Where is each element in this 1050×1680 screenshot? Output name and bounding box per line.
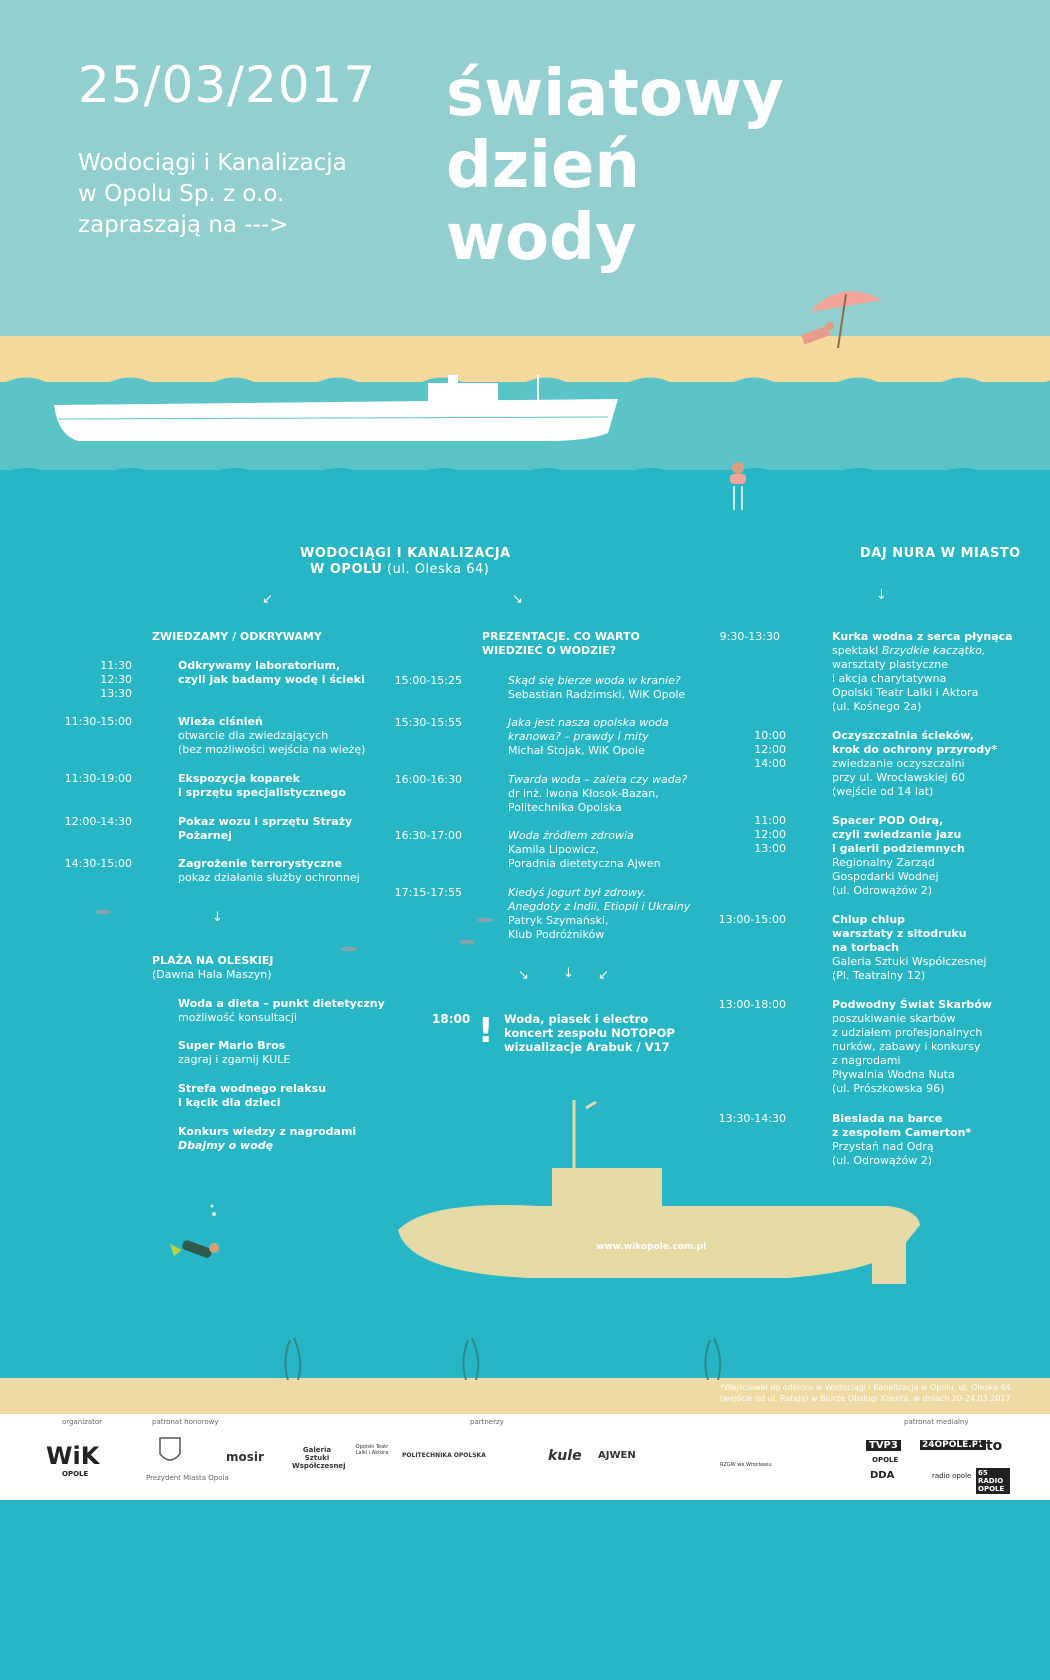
partner-logo-galeria: Galeria Sztuki Współczesnej (292, 1446, 346, 1470)
submarine-illustration (388, 1100, 928, 1290)
city-event-time-5: 13:00-18:00 (718, 998, 786, 1011)
wik-logo: WiK (46, 1442, 100, 1470)
city-event-desc-3: Regionalny Zarząd Gospodarki Wodnej (ul. Odrowążów 2) (832, 856, 939, 897)
seaweed-icon (280, 1330, 320, 1380)
city-event-desc-1 (832, 644, 985, 714)
intro-text (78, 148, 347, 241)
arrow-right-down-icon: ↘ (518, 968, 529, 983)
fish-icon (458, 938, 478, 946)
footnote: *Wejściówki do odbioru w Wodociągi i Kanalizacja w Opolu, ul. Oleska 64 (wejście od ul. Ratają) w Biurze Obsługi Klienta, w dniach 20-24.03.2017 (720, 1383, 1011, 1403)
city-event-desc-2: zwiedzanie oczyszczalni przy ul. Wrocławskiej 60 (wejście od 14 lat) (832, 757, 966, 798)
event-title-5: Zagrożenie terrorystyczne (178, 857, 342, 870)
concert-description: Woda, piasek i electro koncert zespołu NOTOPOP wizualizacje Arabuk / V17 (504, 1012, 675, 1054)
media-logo-radio-opole: 65 RADIO OPOLE (976, 1468, 1010, 1494)
city-event-desc-4: Galeria Sztuki Współczesnej (Pl. Teatralny 12) (832, 955, 987, 982)
partners-label: partnerzy (470, 1418, 504, 1426)
city-event-title-6: Biesiada na barce z zespołem Camerton* (832, 1112, 972, 1139)
event-time-5: 14:30-15:00 (64, 857, 132, 870)
city-event-title-4: Chlup chlup warsztaty z sitodruku na torbach (832, 913, 967, 954)
plaza-event-title-1: Woda a dieta – punkt dietetyczny (178, 997, 385, 1010)
arrow-left-down-icon: ↙ (598, 968, 609, 983)
plaza-event-title-3: Strefa wodnego relaksu i kącik dla dzieci (178, 1082, 327, 1109)
talk-title-4: Woda źródłem zdrowia (508, 829, 634, 842)
talk-speaker-2: Michał Stojak, WiK Opole (508, 744, 645, 757)
partner-logo-mosir: mosir (226, 1450, 264, 1464)
wik-heading-address: (ul. Oleska 64) (382, 562, 490, 577)
city-event-time-3: 11:00 12:00 13:00 (754, 814, 786, 855)
title-line-2: dzień (446, 129, 640, 203)
talk-speaker-1: Sebastian Radzimski, WiK Opole (508, 688, 686, 701)
swimmer-illustration (726, 460, 752, 512)
city-event-desc-1-rest: warsztaty plastyczne i akcja charytatywna Opolski Teatr Lalki i Aktora (ul. Kośnego 2a) (832, 658, 979, 713)
event-title (446, 58, 784, 274)
daj-nura-heading: DAJ NURA W MIASTO (860, 546, 1021, 561)
event-title-4: Pokaz wozu i sprzętu Straży Pożarnej (178, 815, 353, 842)
title-line-1: światowy (446, 57, 784, 131)
event-time-3: 11:30-19:00 (64, 772, 132, 785)
city-event-title-5: Podwodny Świat Skarbów (832, 998, 992, 1011)
talk-title-3: Twarda woda – zaleta czy wada? (508, 773, 688, 786)
talk-time-1: 15:00-15:25 (394, 674, 462, 687)
partner-logo-ajwen: AJWEN (598, 1450, 636, 1461)
arrow-down-icon: ↓ (563, 966, 574, 981)
fish-icon (94, 908, 114, 916)
event-time-2: 11:30-15:00 (64, 715, 132, 728)
wik-heading-bold: W OPOLU (310, 562, 383, 577)
plaza-heading: PLAŻA NA OLESKIEJ (152, 954, 274, 967)
city-event-title-1: Kurka wodna z serca płynąca (832, 630, 1013, 643)
seaweed-icon (458, 1330, 498, 1380)
event-time-4: 12:00-14:30 (64, 815, 132, 828)
zwiedzamy-heading: ZWIEDZAMY / ODKRYWAMY (152, 630, 322, 643)
city-event-time-2: 10:00 12:00 14:00 (754, 729, 786, 770)
event-desc-5: pokaz działania służby ochronnej (178, 871, 360, 884)
media-label: patronat medialny (904, 1418, 969, 1426)
plaza-event-title-2: Super Mario Bros (178, 1039, 286, 1052)
fish-icon (340, 945, 360, 953)
city-event-desc-6: Przystań nad Odrą (ul. Odrowążów 2) (832, 1140, 934, 1167)
intro-line-3: zapraszają na ---> (78, 212, 289, 238)
website-url: www.wikopole.com.pl (596, 1242, 707, 1252)
wik-logo-sub: OPOLE (62, 1470, 89, 1478)
event-date: 25/03/2017 (78, 56, 377, 114)
patron-label: patronat honorowy (152, 1418, 219, 1426)
title-line-3: wody (446, 201, 637, 275)
media-logo-radio: radio opole (932, 1472, 972, 1480)
media-logo-24opole: 24OPOLE.PL (922, 1440, 985, 1450)
talk-speaker-5: Patryk Szymański, Klub Podróżników (508, 914, 609, 941)
event-title-3: Ekspozycja koparek i sprzętu specjalistycznego (178, 772, 346, 799)
arrow-down-icon: ↓ (212, 910, 223, 925)
city-event-desc-5: poszukiwanie skarbów z udziałem profesjonalnych nurków, zabawy i konkursy z nagrodami Pływalnia Wodna Nuta (ul. Prószkowska 96) (832, 1012, 983, 1095)
city-event-title-2: Oczyszczalnia ścieków, krok do ochrony przyrody* (832, 729, 998, 756)
wik-heading-line-1: WODOCIĄGI I KANALIZACJA (300, 546, 511, 561)
talk-time-3: 16:00-16:30 (394, 773, 462, 786)
partner-logo-rzgw: RZGW we Wrocławiu (720, 1462, 772, 1468)
event-desc-2: otwarcie dla zwiedzających (bez możliwości wejścia na wieżę) (178, 729, 366, 756)
plaza-event-desc-2: zagraj i zgarnij KULE (178, 1053, 291, 1066)
patron-name: Prezydent Miasta Opola (146, 1474, 229, 1482)
talk-speaker-4: Kamila Lipowicz, Poradnia dietetyczna Ajwen (508, 843, 661, 870)
organizer-label: organizator (62, 1418, 103, 1426)
media-logo-nto: nto (976, 1438, 1003, 1454)
ship-illustration (48, 375, 628, 445)
arrow-down-icon: ↓ (876, 588, 887, 603)
plaza-event-desc-1: możliwość konsultacji (178, 1011, 297, 1024)
intro-line-2: w Opolu Sp. z o.o. (78, 181, 285, 207)
talk-time-2: 15:30-15:55 (394, 716, 462, 729)
talk-time-4: 16:30-17:00 (394, 829, 462, 842)
talk-speaker-3: dr inż. Iwona Kłosok-Bazan, Politechnika Opolska (508, 787, 659, 814)
plaza-subheading: (Dawna Hala Maszyn) (152, 968, 272, 981)
talk-time-5: 17:15-17:55 (394, 886, 462, 899)
concert-time: 18:00 (432, 1012, 471, 1026)
partner-logo-kule: kule (548, 1448, 582, 1464)
talk-title-1: Skąd się bierze woda w kranie? (508, 674, 681, 687)
wik-heading (300, 546, 530, 578)
city-event-time-4: 13:00-15:00 (718, 913, 786, 926)
talk-title-5: Kiedyś jogurt był zdrowy. Anegdoty z Indii, Etiopii i Ukrainy (508, 886, 691, 913)
city-crest-icon (158, 1436, 182, 1466)
arrow-right-icon: ↘ (512, 592, 523, 607)
exclamation-icon: ! (478, 1011, 494, 1051)
plaza-event-desc-4: Dbajmy o wodę (178, 1139, 274, 1152)
media-logo-tvp3-sub: OPOLE (872, 1456, 899, 1464)
seaweed-icon (700, 1330, 740, 1380)
beach-umbrella-illustration (790, 278, 900, 358)
partner-logo-politechnika: POLITECHNIKA OPOLSKA (402, 1452, 486, 1459)
city-event-time-1: 9:30-13:30 (719, 630, 780, 643)
prezentacje-heading: PREZENTACJE. CO WARTO WIEDZIEĆ O WODZIE? (482, 630, 640, 657)
diver-illustration (168, 1200, 228, 1270)
wave-line-deep (0, 462, 1050, 486)
talk-title-2: Jaka jest nasza opolska woda kranowa? – prawdy i mity (508, 716, 669, 743)
event-title-2: Wieża ciśnień (178, 715, 263, 728)
event-title-1: Odkrywamy laboratorium, czyli jak badamy wodę i ścieki (178, 659, 365, 686)
city-event-desc-1-pre: spektakl (832, 644, 882, 657)
arrow-left-icon: ↙ (262, 592, 273, 607)
city-event-desc-1-italic: Brzydkie kaczątko, (881, 644, 986, 657)
media-logo-tvp3: TVP3 (866, 1440, 901, 1451)
intro-line-1: Wodociągi i Kanalizacja (78, 150, 347, 176)
city-event-time-6: 13:30-14:30 (718, 1112, 786, 1125)
city-event-title-3: Spacer POD Odrą, czyli zwiedzanie jazu i galerii podziemnych (832, 814, 965, 855)
plaza-event-title-4: Konkurs wiedzy z nagrodami (178, 1125, 357, 1138)
event-time-1: 11:30 12:30 13:30 (100, 659, 132, 700)
media-logo-dda: DDA (870, 1470, 895, 1481)
partner-logo-teatr: Opolski Teatr Lalki i Aktora (355, 1444, 389, 1456)
fish-icon (476, 916, 496, 924)
